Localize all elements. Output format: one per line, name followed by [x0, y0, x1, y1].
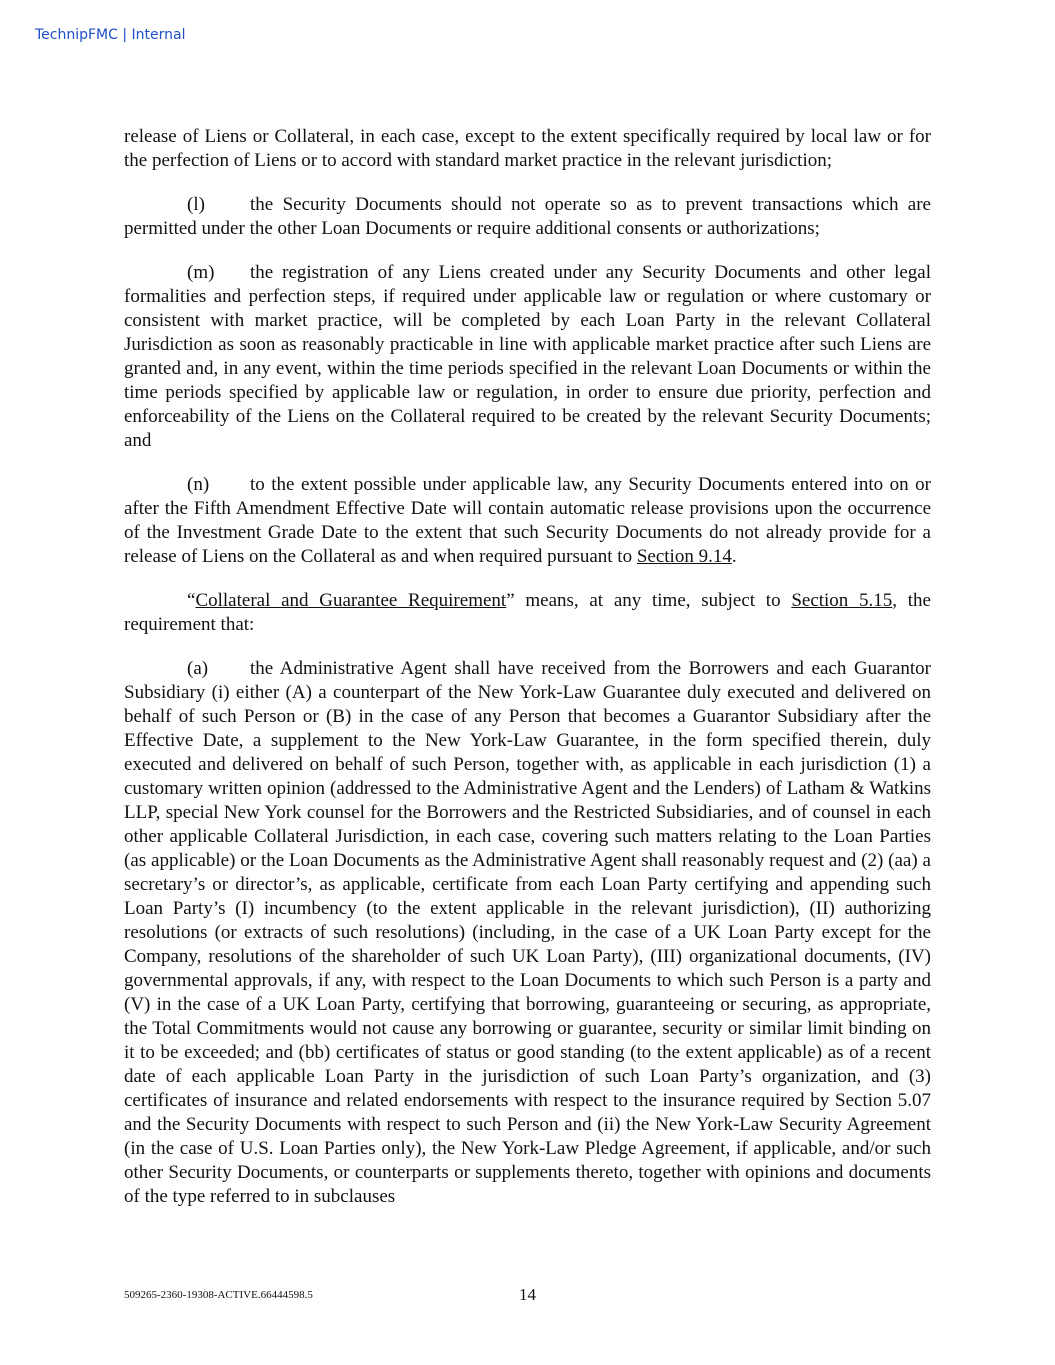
defined-term: Collateral and Guarantee Requirement: [195, 590, 507, 611]
open-quote: “: [187, 590, 196, 611]
paragraph-l: [124, 193, 931, 241]
definition-mid: ” means, at any time, subject to: [506, 590, 792, 611]
classification-label: TechnipFMC | Internal: [35, 27, 186, 43]
paragraph-m: [124, 261, 931, 453]
paragraph-n: [124, 473, 931, 569]
clause-label: (m): [187, 262, 215, 283]
document-body: [124, 125, 931, 1229]
section-reference-link[interactable]: Section 5.15: [791, 590, 893, 611]
document-id: 509265-2360-19308-ACTIVE.66444598.5: [124, 1289, 313, 1301]
clause-text: the Administrative Agent shall have received from the Borrowers and each Guarantor Subsidiary (i) either (A) a counterpart of the New York-Law Guarantee duly executed and delivered on behalf of such Person or (B) in the case of any Person that becomes a Guarantor Subsidiary after the Effective Date, a supplement to the New York-Law Guarantee, in the form specified therein, duly executed and delivered on behalf of such Person, together with, as applicable in each jurisdiction (1) a customary written opinion (addressed to the Administrative Agent and the Lenders) of Latham & Watkins LLP, special New York counsel for the Borrowers and the Restricted Subsidiaries, and of counsel in each other applicable Collateral Jurisdiction, in each case, covering such matters relating to the Loan Parties (as applicable) or the Loan Documents as the Administrative Agent shall reasonably request and (2) (aa) a secretary’s or director’s, as applicable, certificate from each Loan Party certifying and appending such Loan Party’s (I) incumbency (to the extent applicable in the relevant jurisdiction), (II) authorizing resolutions (or extracts of such resolutions) (including, in the case of a UK Loan Party except for the Company, resolutions of the shareholder of such UK Loan Party), (III) organizational documents, (IV) governmental approvals, if any, with respect to the Loan Documents to which such Person is a party and (V) in the case of a UK Loan Party, certifying that borrowing, guaranteeing or securing, as appropriate, the Total Commitments would not cause any borrowing or guarantee, security or similar limit binding on it to be exceeded; and (bb) certificates of status or good standing (to the extent applicable) as of a recent date of each applicable Loan Party in the jurisdiction of such Loan Party’s organization, and (3) certificates of insurance and related endorsements with respect to the insurance required by Section 5.07 and the Security Documents with respect to such Person and (ii) the New York-Law Security Agreement (in the case of U.S. Loan Parties only), the New York-Law Pledge Agreement, if applicable, and/or such other Security Documents, or counterparts or supplements thereto, together with opinions and documents of the type referred to in subclauses: [124, 658, 931, 1207]
clause-label: (a): [187, 658, 209, 679]
definition-paragraph: [124, 589, 931, 637]
clause-text: the registration of any Liens created under any Security Documents and other legal formalities and perfection steps, if required under applicable law or regulation or where customary or consistent with market practice, will be completed by each Loan Party in the relevant Collateral Jurisdiction as soon as reasonably practicable in line with applicable market practice after such Liens are granted and, in any event, within the time periods specified in the relevant Loan Documents or within the time periods specified by applicable law or regulation, in order to ensure due priority, perfection and enforceability of the Liens on the Collateral required to be created by the relevant Security Documents; and: [124, 262, 931, 451]
clause-end: .: [731, 546, 737, 567]
clause-label: (n): [187, 474, 210, 495]
paragraph-intro: release of Liens or Collateral, in each case, except to the extent specifically required by local law or for the perfection of Liens or to accord with standard market practice in the relevant jurisdiction;: [124, 126, 931, 171]
clause-label: (l): [187, 194, 205, 215]
clause-text: to the extent possible under applicable law, any Security Documents entered into on or after the Fifth Amendment Effective Date will contain automatic release provisions upon the occurrence of the Investment Grade Date to the extent that such Security Documents do not already provide for a release of Liens on the Collateral as and when required pursuant to: [124, 474, 931, 567]
clause-text: the Security Documents should not operate so as to prevent transactions which are permitted under the other Loan Documents or require additional consents or authorizations;: [124, 194, 931, 239]
page-number: 14: [519, 1285, 536, 1304]
section-reference-link[interactable]: Section 9.14: [636, 546, 732, 567]
definition-end: , the requirement that:: [124, 590, 931, 635]
paragraph-a: [124, 657, 931, 1209]
